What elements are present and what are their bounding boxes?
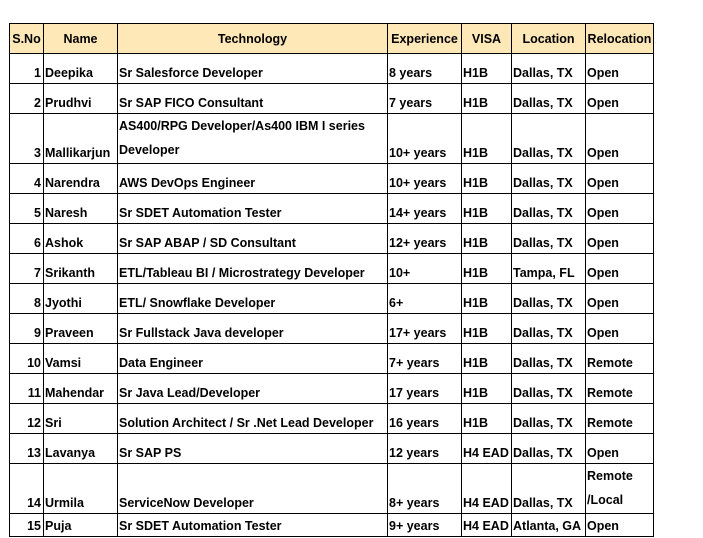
cell-sno: 15: [10, 514, 44, 537]
cell-sno: 4: [10, 164, 44, 194]
cell-experience: 14+ years: [388, 194, 462, 224]
cell-relocation: Open: [586, 54, 654, 84]
cell-location: Dallas, TX: [512, 114, 586, 164]
cell-name: Narendra: [44, 164, 118, 194]
cell-relocation: Open: [586, 164, 654, 194]
cell-experience: 10+: [388, 254, 462, 284]
table-row: [10, 374, 654, 404]
table-row: [10, 434, 654, 464]
header-sno: S.No: [10, 24, 44, 54]
cell-sno: 3: [10, 114, 44, 164]
cell-technology: AS400/RPG Developer/As400 IBM I series Developer: [118, 114, 388, 164]
cell-relocation: Open: [586, 284, 654, 314]
cell-technology: Sr Fullstack Java developer: [118, 314, 388, 344]
cell-visa: H4 EAD: [462, 434, 512, 464]
cell-sno: 6: [10, 224, 44, 254]
cell-sno: 12: [10, 404, 44, 434]
cell-visa: H4 EAD: [462, 514, 512, 537]
header-row: [10, 24, 654, 54]
cell-visa: H1B: [462, 54, 512, 84]
cell-name: Praveen: [44, 314, 118, 344]
cell-relocation: Open: [586, 84, 654, 114]
header-location: Location: [512, 24, 586, 54]
cell-visa: H1B: [462, 164, 512, 194]
cell-relocation: Open: [586, 514, 654, 537]
cell-sno: 11: [10, 374, 44, 404]
cell-visa: H1B: [462, 224, 512, 254]
table-row: [10, 514, 654, 537]
cell-sno: 7: [10, 254, 44, 284]
cell-visa: H1B: [462, 404, 512, 434]
cell-location: Dallas, TX: [512, 54, 586, 84]
cell-location: Dallas, TX: [512, 284, 586, 314]
table-row: [10, 114, 654, 164]
cell-technology: Sr Salesforce Developer: [118, 54, 388, 84]
cell-location: Dallas, TX: [512, 224, 586, 254]
cell-name: Mallikarjun: [44, 114, 118, 164]
cell-location: Dallas, TX: [512, 434, 586, 464]
cell-visa: H1B: [462, 114, 512, 164]
header-visa: VISA: [462, 24, 512, 54]
cell-experience: 12+ years: [388, 224, 462, 254]
cell-experience: 16 years: [388, 404, 462, 434]
table-row: [10, 404, 654, 434]
table-row: [10, 164, 654, 194]
cell-technology: Sr SAP ABAP / SD Consultant: [118, 224, 388, 254]
cell-name: Vamsi: [44, 344, 118, 374]
cell-location: Tampa, FL: [512, 254, 586, 284]
cell-technology: Sr Java Lead/Developer: [118, 374, 388, 404]
cell-technology: Sr SAP FICO Consultant: [118, 84, 388, 114]
cell-name: Puja: [44, 514, 118, 537]
cell-visa: H1B: [462, 254, 512, 284]
cell-technology: ServiceNow Developer: [118, 464, 388, 514]
cell-experience: 17+ years: [388, 314, 462, 344]
cell-experience: 7 years: [388, 84, 462, 114]
cell-relocation: Open: [586, 224, 654, 254]
cell-relocation: Remote: [586, 404, 654, 434]
cell-relocation: Remote: [586, 374, 654, 404]
cell-experience: 17 years: [388, 374, 462, 404]
cell-experience: 9+ years: [388, 514, 462, 537]
cell-sno: 9: [10, 314, 44, 344]
table-row: [10, 194, 654, 224]
cell-relocation: Open: [586, 194, 654, 224]
cell-technology: AWS DevOps Engineer: [118, 164, 388, 194]
table-row: [10, 464, 654, 514]
cell-relocation: Remote: [586, 344, 654, 374]
cell-experience: 10+ years: [388, 114, 462, 164]
cell-location: Dallas, TX: [512, 464, 586, 514]
cell-sno: 14: [10, 464, 44, 514]
cell-visa: H1B: [462, 84, 512, 114]
cell-location: Dallas, TX: [512, 374, 586, 404]
cell-visa: H1B: [462, 314, 512, 344]
cell-name: Ashok: [44, 224, 118, 254]
cell-name: Sri: [44, 404, 118, 434]
cell-experience: 8 years: [388, 54, 462, 84]
cell-technology: ETL/Tableau BI / Microstrategy Developer: [118, 254, 388, 284]
cell-sno: 2: [10, 84, 44, 114]
cell-name: Naresh: [44, 194, 118, 224]
cell-sno: 5: [10, 194, 44, 224]
cell-sno: 13: [10, 434, 44, 464]
cell-relocation: Open: [586, 254, 654, 284]
cell-technology: Data Engineer: [118, 344, 388, 374]
cell-technology: Sr SAP PS: [118, 434, 388, 464]
cell-sno: 10: [10, 344, 44, 374]
header-name: Name: [44, 24, 118, 54]
cell-experience: 6+: [388, 284, 462, 314]
cell-name: Srikanth: [44, 254, 118, 284]
cell-technology: ETL/ Snowflake Developer: [118, 284, 388, 314]
cell-location: Atlanta, GA: [512, 514, 586, 537]
cell-location: Dallas, TX: [512, 314, 586, 344]
table-row: [10, 254, 654, 284]
cell-visa: H4 EAD: [462, 464, 512, 514]
candidates-table: [9, 23, 654, 537]
cell-name: Prudhvi: [44, 84, 118, 114]
cell-relocation: Open: [586, 434, 654, 464]
cell-experience: 12 years: [388, 434, 462, 464]
table-row: [10, 344, 654, 374]
cell-experience: 8+ years: [388, 464, 462, 514]
cell-name: Lavanya: [44, 434, 118, 464]
cell-technology: Solution Architect / Sr .Net Lead Developer: [118, 404, 388, 434]
cell-location: Dallas, TX: [512, 404, 586, 434]
header-experience: Experience: [388, 24, 462, 54]
cell-visa: H1B: [462, 284, 512, 314]
cell-name: Jyothi: [44, 284, 118, 314]
cell-relocation: Open: [586, 314, 654, 344]
cell-location: Dallas, TX: [512, 344, 586, 374]
cell-location: Dallas, TX: [512, 84, 586, 114]
table-row: [10, 84, 654, 114]
cell-location: Dallas, TX: [512, 164, 586, 194]
cell-experience: 7+ years: [388, 344, 462, 374]
table-row: [10, 224, 654, 254]
table-row: [10, 314, 654, 344]
cell-visa: H1B: [462, 344, 512, 374]
cell-location: Dallas, TX: [512, 194, 586, 224]
table-row: [10, 284, 654, 314]
cell-relocation: Remote /Local: [586, 464, 654, 514]
cell-name: Mahendar: [44, 374, 118, 404]
cell-experience: 10+ years: [388, 164, 462, 194]
cell-visa: H1B: [462, 374, 512, 404]
cell-technology: Sr SDET Automation Tester: [118, 514, 388, 537]
header-technology: Technology: [118, 24, 388, 54]
table-header: [10, 24, 654, 54]
table-row: [10, 54, 654, 84]
cell-sno: 8: [10, 284, 44, 314]
table-body: [10, 54, 654, 537]
header-relocation: Relocation: [586, 24, 654, 54]
cell-visa: H1B: [462, 194, 512, 224]
cell-name: Urmila: [44, 464, 118, 514]
cell-relocation: Open: [586, 114, 654, 164]
cell-name: Deepika: [44, 54, 118, 84]
cell-sno: 1: [10, 54, 44, 84]
cell-technology: Sr SDET Automation Tester: [118, 194, 388, 224]
